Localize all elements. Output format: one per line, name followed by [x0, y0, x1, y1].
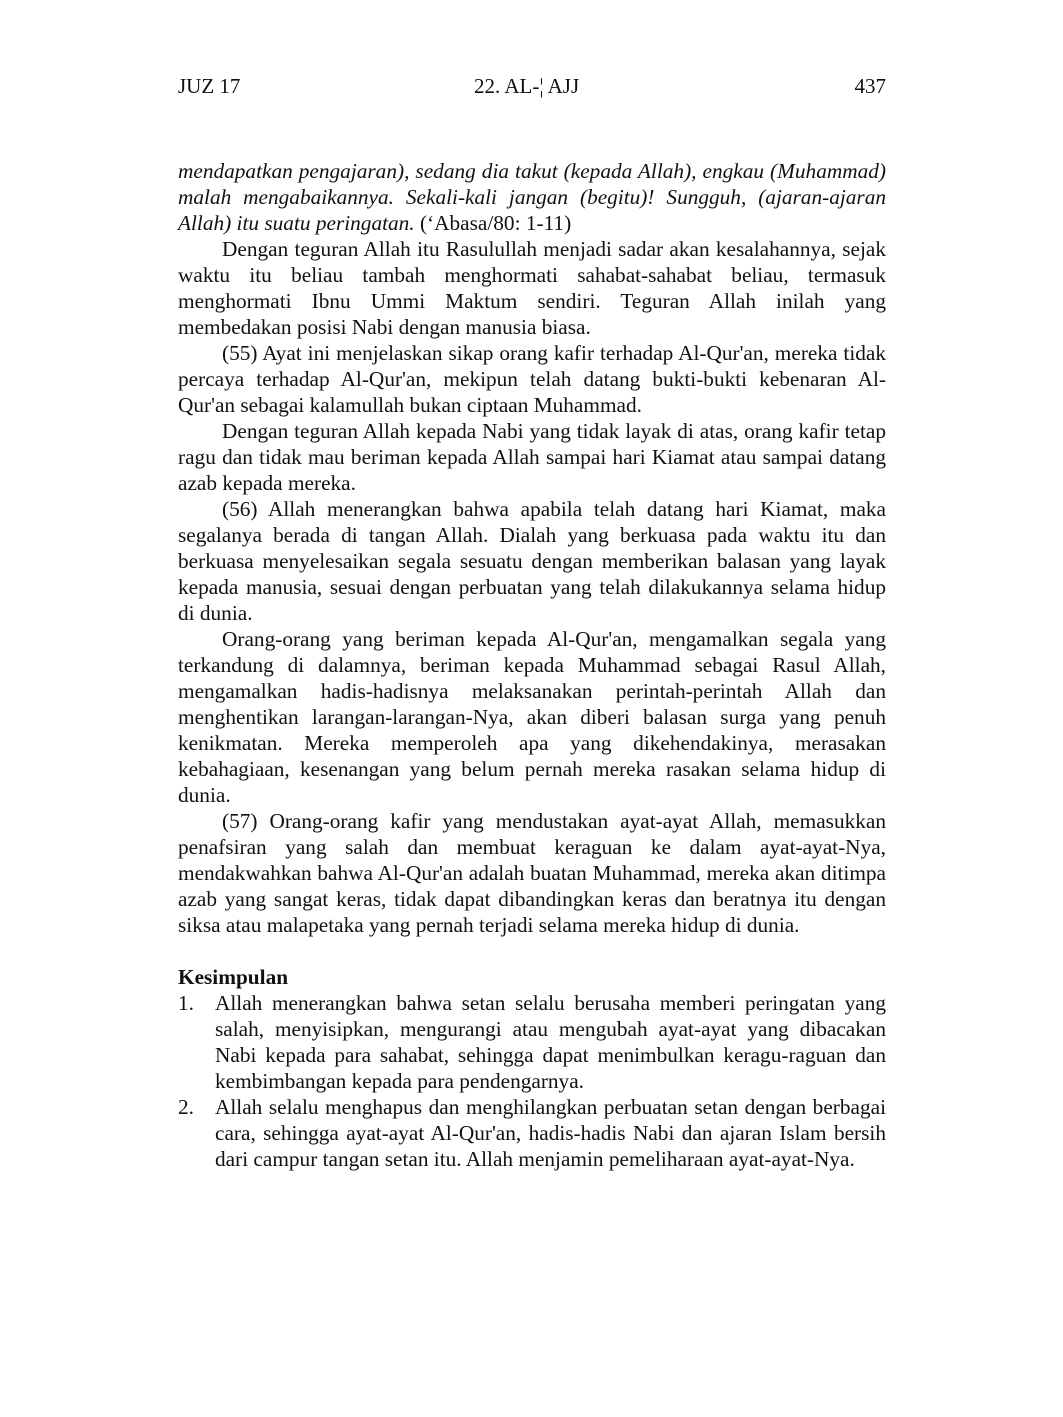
quote-reference: (‘Abasa/80: 1-11) [414, 211, 572, 235]
surah-title: 22. AL-¦ AJJ [474, 74, 580, 98]
page-number: 437 [854, 74, 886, 98]
running-header [178, 74, 886, 102]
juz-label: JUZ 17 [178, 74, 241, 98]
paragraph: (57) Orang-orang kafir yang mendustakan ayat-ayat Allah, memasukkan penafsiran yang salah dan membuat keraguan ke dalam ayat-ayat-Nya, mendakwahkan bahwa Al-Qur'an adalah buatan Muhammad, mereka akan ditimpa azab yang sangat keras, tidak dapat dibandingkan keras dan beratnya itu dengan siksa atau malapetaka yang pernah terjadi selama mereka hidup di dunia. [178, 809, 886, 937]
list-number: 2. [178, 1095, 194, 1119]
paragraph: Dengan teguran Allah itu Rasulullah menjadi sadar akan kesalahannya, sejak waktu itu beliau tambah menghormati sahabat-sahabat beliau, termasuk menghormati Ibnu Ummi Maktum sendiri. Teguran Allah inilah yang membedakan posisi Nabi dengan manusia biasa. [178, 237, 886, 339]
list-item [178, 990, 886, 1094]
paragraph: (55) Ayat ini menjelaskan sikap orang kafir terhadap Al-Qur'an, mereka tidak percaya terhadap Al-Qur'an, mekipun telah datang bukti-bukti kebenaran Al-Qur'an sebagai kalamullah bukan ciptaan Muhammad. [178, 341, 886, 417]
section-heading: Kesimpulan [178, 965, 289, 989]
list-number: 1. [178, 991, 194, 1015]
list-item [178, 1094, 886, 1172]
page-body [178, 158, 886, 1172]
paragraph: (56) Allah menerangkan bahwa apabila telah datang hari Kiamat, maka segalanya berada di tangan Allah. Dialah yang berkuasa pada waktu itu dan berkuasa menyelesaikan segala sesuatu dengan memberikan balasan yang layak kepada manusia, sesuai dengan perbuatan yang telah dilakukannya selama hidup di dunia. [178, 497, 886, 625]
list-text: Allah selalu menghapus dan menghilangkan perbuatan setan dengan berbagai cara, sehingga ayat-ayat Al-Qur'an, hadis-hadis Nabi dan ajaran Islam bersih dari campur tangan setan itu. Allah menjamin pemeliharaan ayat-ayat-Nya. [215, 1095, 886, 1171]
quran-quote: mendapatkan pengajaran), sedang dia takut (kepada Allah), engkau (Muhammad) malah mengabaikannya. Sekali-kali jangan (begitu)! Sungguh, (ajaran-ajaran Allah) itu suatu peringatan. [178, 159, 886, 235]
quote-paragraph [178, 158, 886, 236]
paragraph: Orang-orang yang beriman kepada Al-Qur'an, mengamalkan segala yang terkandung di dalamnya, beriman kepada Muhammad sebagai Rasul Allah, mengamalkan hadis-hadisnya melaksanakan perintah-perintah Allah dan menghentikan larangan-larangan-Nya, akan diberi balasan surga yang penuh kenikmatan. Mereka memperoleh apa yang dikehendakinya, merasakan kebahagiaan, kesenangan yang belum pernah mereka rasakan selama hidup di dunia. [178, 627, 886, 807]
paragraph: Dengan teguran Allah kepada Nabi yang tidak layak di atas, orang kafir tetap ragu dan tidak mau beriman kepada Allah sampai hari Kiamat atau sampai datang azab kepada mereka. [178, 419, 886, 495]
list-text: Allah menerangkan bahwa setan selalu berusaha memberi peringatan yang salah, menyisipkan, mengurangi atau mengubah ayat-ayat yang dibacakan Nabi kepada para sahabat, sehingga dapat menimbulkan keragu-raguan dan kembimbangan kepada para pendengarnya. [215, 991, 886, 1093]
